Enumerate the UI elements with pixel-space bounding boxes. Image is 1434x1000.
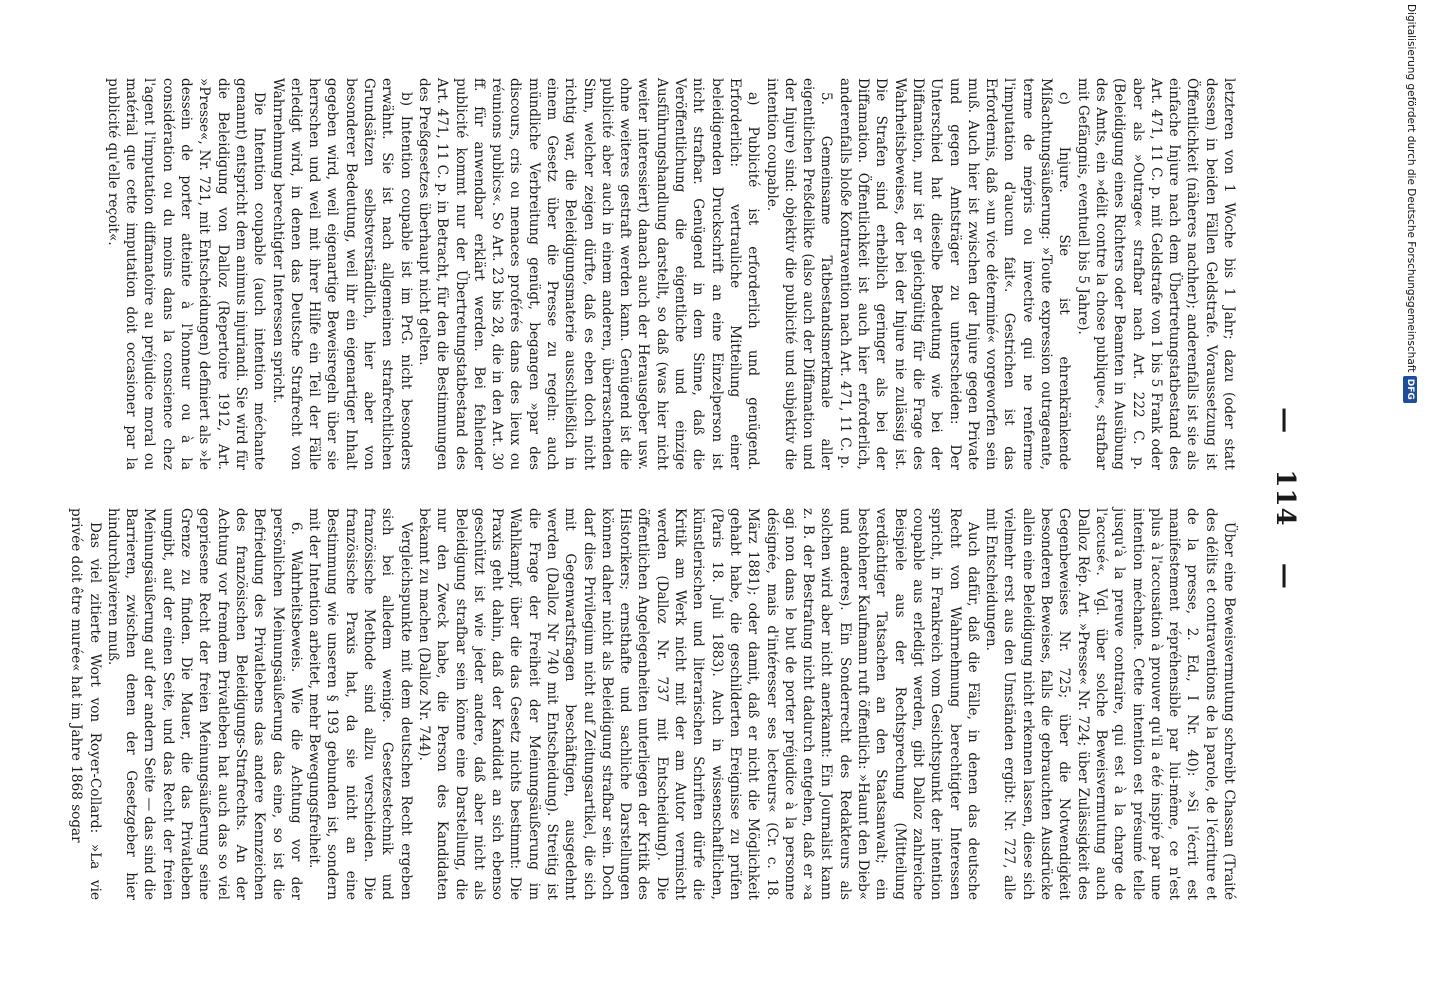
- header-dash-left: —: [1270, 407, 1300, 434]
- left-text-column: [104, 78, 1238, 470]
- paragraph: Über eine Beweisvermutung schreibt Chassan (Traité des délits et contraventions de la parole, de l'écriture et de la presse, 2. Ed., I Nr. 40): »Si l'écrit est manifestement répréhensible par lui-même, ce n'est plus à l'accusation à prouver qu'il a été inspiré par une intention méchante. Cette intention est présumé telle jusqu'à la preuve contraire, qui est à la charge de l'accusé«. Vgl. über solche Beweisvermutung auch Dalloz Rép. Art. »Presse« Nr. 724; über Zulässigkeit des Gegenbeweises Nr. 725; über die Notwendigkeit besonderen Beweises, falls die gebrauchten Ausdrücke allein eine Beleidigung nicht erkennen lassen, diese sich vielmehr erst aus den Umständen ergibt: Nr. 727, alle mit Entscheidungen.: [983, 508, 1237, 900]
- paragraph: 6. Wahrheitsbeweis. Wie die Achtung vor der persönlichen Meinungsäußerung das eine, so ist die Befriedung des Privatlebens das andere Kennzeichen des französischen Beleidigungs-Strafrechts. An der Achtung vor fremdem Privatleben hat auch das so viel gepriesene Recht der freien Meinungsäußerung seine Grenze zu finden. Die Mauer, die das Privatleben umgibt, auf der einen Seite, und das Recht der freien Meinungsäußerung auf der andern Seite — das sind die Barrieren, zwischen denen der Gesetzgeber hier hindurchlavieren muß.: [104, 508, 304, 900]
- right-text-column: [67, 508, 1238, 900]
- paragraph: Auch dafür, daß die Fälle, in denen das deutsche Recht von Wahrnehmung berechtigter Interessen spricht, in Frankreich vom Gesichtspunkt der intention coupable aus erledigt werden, gibt Dalloz zahlreiche Beispiele aus der Rechtsprechung (Mitteilung verdächtiger Tatsachen an den Staatsanwalt; ein bestohlener Kaufmann ruft öffentlich: »Haunt den Dieb« und anderes). Ein Sonderrecht des Redakteurs als solchen wird aber nicht anerkannt: Ein Journalist kann z. B. der Bestrafung nicht dadurch entgehen, daß er »a agi non dans le but de porter préjudice à la personne désignée, mais d'intéresser ses lecteurs« (Cr. c. 18. März 1881); oder damit, daß er nicht die Möglichkeit gehabt habe, die geschilderten Ereignisse zu prüfen (Paris 18. Juli 1883). Auch in wissenschaftlichen, künstlerischen und literarischen Schriften dürfe die Kritik am Werk nicht mit der am Autor vermischt werden (Dalloz Nr. 737 mit Entscheidung). Die öffentlichen Angelegenheiten unterliegen der Kritik des Historikers; ernsthafte und sachliche Darstellungen können daher nicht als Beleidigung strafbar sein. Doch darf dies Privilegium nicht auf Zeitungsartikel, die sich mit Gegenwartsfragen beschäftigen, ausgedehnt werden (Dalloz Nr 740 mit Entscheidung). Streitig ist die Frage der Freiheit der Meinungsäußerung im Wahlkampf, über die das Gesetz nichts bestimmt: Die Praxis geht dahin, daß der Kandidat an sich ebenso geschützt ist wie jeder andere, daß aber nicht als Beleidigung strafbar sein könne eine Darstellung, die nur den Zweck habe, die Person des Kandidaten bekannt zu machen (Dalloz Nr. 744).: [415, 508, 981, 900]
- paragraph: letzteren von 1 Woche bis 1 Jahr; dazu (oder statt dessen) in beiden Fällen Geldstrafe. Voraussetzung ist Öffentlichkeit (näheres nachher); anderenfalls ist sie als einfache Injure nach dem Übertretungstatbestand des Art. 471, 11 C. p. mit Geldstrafe von 1 bis 5 Frank oder aber als »Outrage« strafbar nach Art. 222 C. p. (Beleidigung eines Richters oder Beamten in Ausübung des Amts, ein »délit contre la chose publique«, strafbar mit Gefängnis, eventuell bis 5 Jahre).: [1074, 78, 1237, 470]
- header-dash-right: —: [1270, 562, 1300, 589]
- digitization-credit: [1404, 4, 1418, 749]
- paragraph: b) Intention coupable ist im PrG. nicht besonders erwähnt. Sie ist nach allgemeinen strafrechtlichen Grundsätzen selbstverständlich, hier aber von besonderer Bedeutung, weil ihr ein eigenartiger Inhalt gegeben wird, weil eigenartige Beweisregeln über sie herrschen und weil mit ihrer Hilfe ein Teil der Fälle erledigt wird, in denen das Deutsche Strafrecht von Wahrnehmung berechtigter Interessen spricht.: [269, 78, 414, 470]
- paragraph: Das viel zitierte Wort von Royer-Collard: »La vie privée doit être murée« hat im Jahre 1868 sogar: [68, 508, 103, 900]
- paragraph: a) Publicité ist erforderlich und genügend. Erforderlich: vertrauliche Mitteilung einer beleidigenden Druckschrift an eine Einzelperson ist nicht strafbar. Genügend in dem Sinne, daß die Veröffentlichung die eigentliche und einzige Ausführungshandlung darstellt, so daß (was hier nicht weiter interessiert) danach auch der Herausgeber usw. ohne weiteres gestraft werden kann. Genügend ist die publicité aber auch in einem anderen, überraschenden Sinn, welcher zeigen dürfte, daß es eben doch nicht richtig war, die Beleidigungsmaterie ausschließlich in einem Gesetz über die Presse zu regeln: auch mündliche Verbreitung genügt, begangen »par des discours, cris ou menaces proférés dans des lieux ou réunions publics«. So Art. 23 bis 28, die in den Art. 30 ff. für anwendbar erklärt werden. Bei fehlender publicité kommt nur der Übertretungstatbestand des Art. 471, 11 C. p. in Betracht, für den die Bestimmungen des Preßgesetzes überhaupt nicht gelten.: [415, 78, 762, 470]
- paragraph: Die Intention coupable (auch intention méchante genannt) entspricht dem animus injuriandi. Sie wird für die Beleidigung von Dalloz (Repertoire 1912, Art. »Presse«, Nr. 721, mit Entscheidungen) definiert als »le dessein de porter atteinte à l'honneur ou à la considération ou du moins dans la conscience chez l'agent l'imputation diffamatoire au préjudice moral ou matérial que cette imputation doit occasioner par la publicité qu'elle reçoit«.: [104, 78, 268, 470]
- rotated-book-page: [68, 78, 1300, 918]
- paragraph: 5. Gemeinsame Tatbestandsmerkmale aller eigentlichen Preßdelikte (also auch der Diffamation und der Injure) sind: objektiv die publicité und subjektiv die intention coupable.: [763, 78, 835, 470]
- credit-text: Digitalisierung gefördert durch die Deutsche Forschungsgemeinschaft: [1405, 4, 1417, 373]
- dfg-logo: DFG: [1403, 376, 1417, 403]
- paragraph: Vergleichspunkte mit dem deutschen Recht ergeben sich bei alledem wenige. Gesetzestechnik und französische Methode sind allzu verschieden. Die französische Praxis hat, da sie nicht an eine Bestimmung wie unseren § 193 gebunden ist, sondern mit der Intention arbeitet, mehr Bewegungsfreiheit.: [306, 508, 414, 900]
- page-number: 114: [1270, 469, 1300, 527]
- page-header: [1248, 78, 1300, 918]
- paragraph: c) Injure. Sie ist ehrenkränkende Mißachtungsäußerung: »Toute expression outrageante, terme de mépris ou invective qui ne renferme l'imputation d'aucun fait«. Gestrichen ist das Erfordernis, daß »un vice déterminé« vorgeworfen sein muß. Auch hier ist zwischen der Injure gegen Private und gegen Amtsträger zu unterscheiden: Der Unterschied hat dieselbe Bedeutung wie bei der Diffamation, nur ist er gleichgültig für die Frage des Wahrheitsbeweises, der bei der Injure nie zulässig ist. Die Strafen sind erheblich geringer als bei der Diffamation. Öffentlichkeit ist auch hier erforderlich, anderenfalls bloße Kontravention nach Art. 471, 11 C. p.: [836, 78, 1073, 470]
